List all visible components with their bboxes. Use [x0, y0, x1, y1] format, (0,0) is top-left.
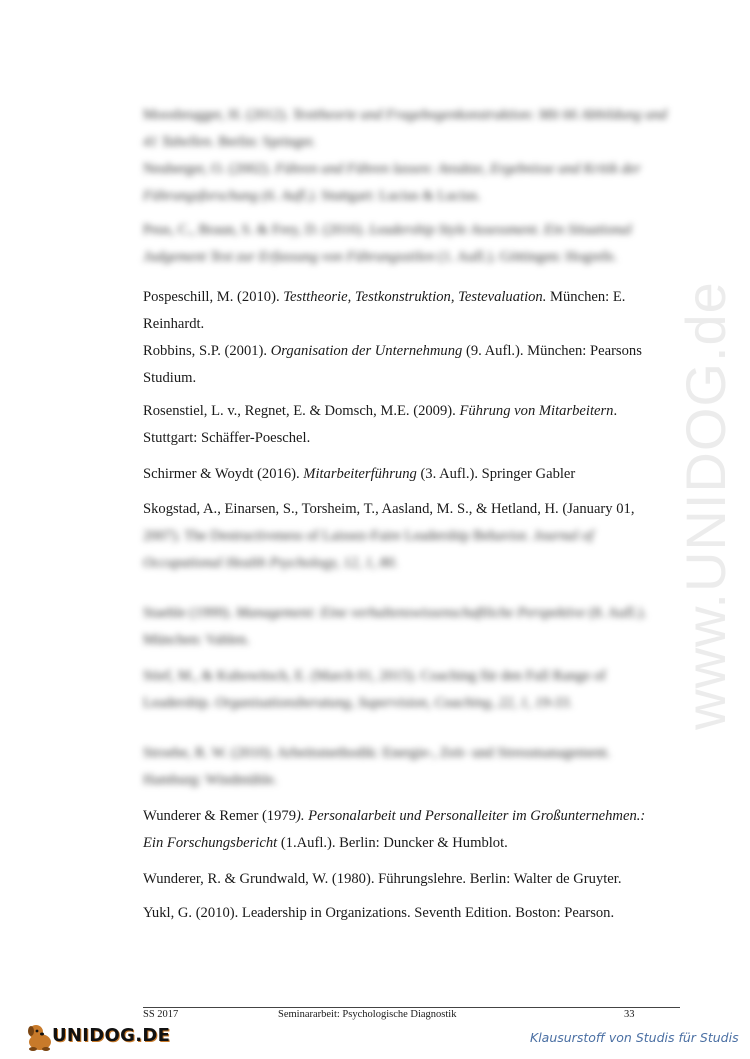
reference-entry-blurred: 2007). The Destructiveness of Laissez-Faire Leadership Behavior. Journal of Occupational Health Psychology, 12, 1, 80.: [143, 528, 594, 571]
reference-entry: Robbins, S.P. (2001). Organisation der Unternehmung (9. Aufl.). München: Pearsons Studium.: [143, 343, 642, 386]
reference-entry: Yukl, G. (2010). Leadership in Organizations. Seventh Edition. Boston: Pearson.: [143, 905, 615, 921]
reference-entry: Rosenstiel, L. v., Regnet, E. & Domsch, M.E. (2009). Führung von Mitarbeitern. Stuttgart: Schäffer-Poeschel.: [143, 403, 618, 446]
tagline: Klausurstoff von Studis für Studis: [530, 1030, 739, 1045]
footer-title: Seminararbeit: Psychologische Diagnostik: [278, 1009, 457, 1020]
reference-entry-blurred: Stroebe, R. W. (2010). Arbeitsmethodik: Energie-, Zeit- und Stressmanagement. Hamburg: Windmühle.: [143, 745, 611, 788]
reference-entry: Schirmer & Woydt (2016). Mitarbeiterführung (3. Aufl.). Springer Gabler: [143, 466, 576, 482]
unidog-logo: [26, 1022, 171, 1052]
reference-entry-blurred: Neuberger, O. (2002). Führen und Führen lassen: Ansätze, Ergebnisse und Kritik der Führungsforschung (6. Aufl.). Stuttgart: Lucius & Lucius.: [143, 161, 641, 204]
logo-text: UNIDOG.DE: [52, 1025, 171, 1046]
footer-divider: [143, 1007, 680, 1008]
reference-entry: Wunderer, R. & Grundwald, W. (1980). Führungslehre. Berlin: Walter de Gruyter.: [143, 871, 622, 887]
reference-entry-blurred: Peus, C., Braun, S. & Frey, D. (2016). Leadership Style Assessment. Ein Situational Judgement Test zur Erfassung von Führungsstilen (1. Aufl.). Göttingen: Hogrefe.: [143, 222, 632, 265]
reference-entry: Skogstad, A., Einarsen, S., Torsheim, T., Aasland, M. S., & Hetland, H. (January 01,: [143, 501, 635, 517]
watermark: [660, 270, 750, 740]
reference-entry-blurred: Moosbrugger, H. (2012). Testtheorie und Fragebogenkonstruktion: Mit 66 Abbildung und 41 Tabellen. Berlin: Springer.: [143, 107, 667, 150]
footer-semester: SS 2017: [143, 1009, 179, 1020]
reference-entry: Pospeschill, M. (2010). Testtheorie, Testkonstruktion, Testevaluation. München: E. Reinhardt.: [143, 289, 626, 332]
reference-entry-blurred: Stief, M., & Kubowitsch, E. (March 01, 2015). Coaching für den Full Range of Leadership. Organisationsberatung, Supervision, Coaching, 22, 1, 19-33.: [143, 668, 606, 711]
dog-icon: [26, 1022, 54, 1052]
page-number: 33: [624, 1009, 635, 1020]
reference-entry-blurred: Staehle (1999). Management: Eine verhaltenswissenschaftliche Perspektive (8. Aufl.). München: Vahlen.: [143, 605, 647, 648]
watermark-text: www.UNIDOG.de: [673, 280, 737, 730]
reference-entry: Wunderer & Remer (1979). Personalarbeit und Personalleiter im Großunternehmen.: Ein Forschungsbericht (1.Aufl.). Berlin: Duncker & Humblot.: [143, 808, 646, 851]
